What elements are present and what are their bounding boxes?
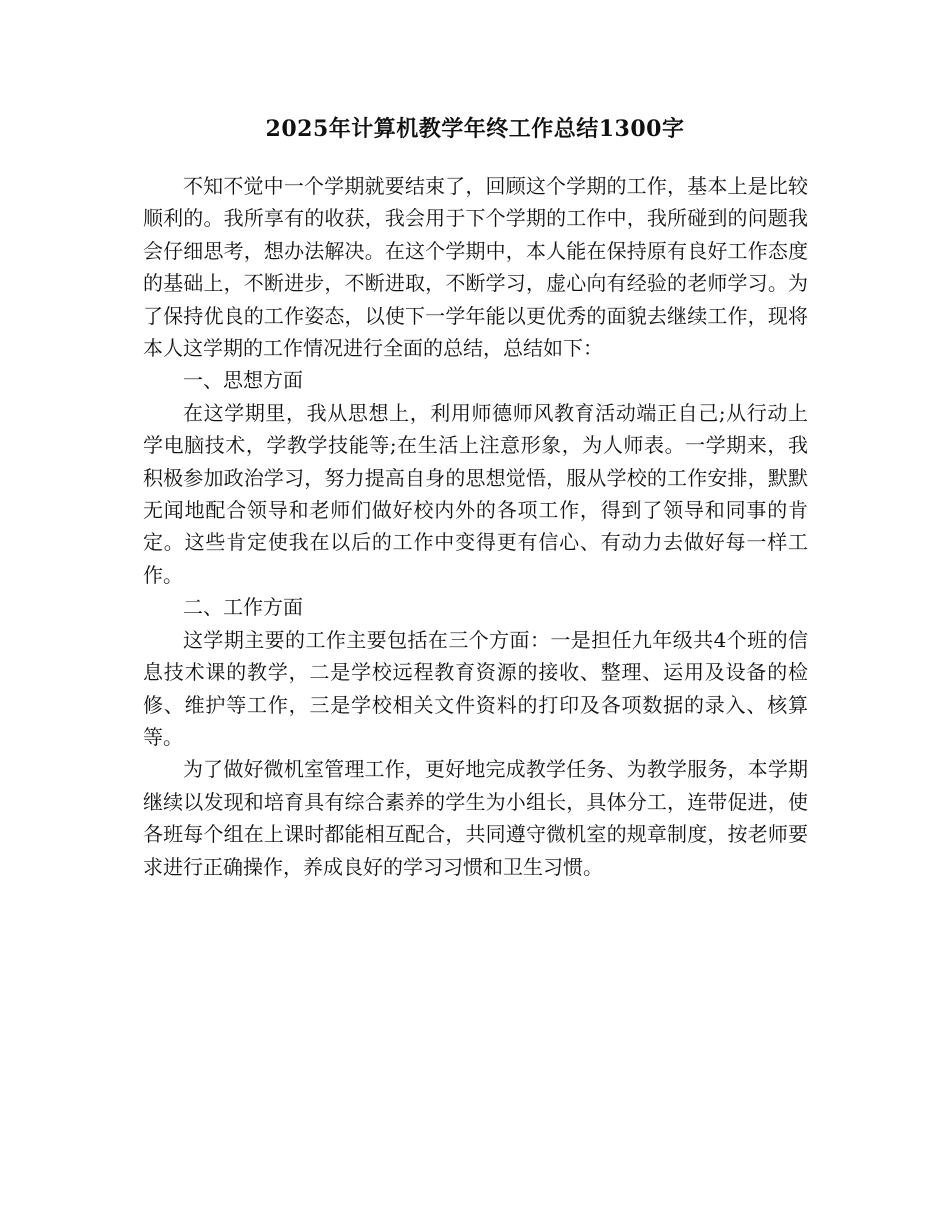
paragraph-work-overview: 这学期主要的工作主要包括在三个方面：一是担任九年级共4个班的信息技术课的教学，二是学校远程教育资源的接收、整理、运用及设备的检修、维护等工作，三是学校相关文件资料的打印及各项数据的录入、核算等。 [143,627,808,749]
paragraph-thought: 在这学期里，我从思想上，利用师德师风教育活动端正自己;从行动上学电脑技术，学教学技能等;在生活上注意形象，为人师表。一学期来，我积极参加政治学习，努力提高自身的思想觉悟，服从学校的工作安排，默默无闻地配合领导和老师们做好校内外的各项工作，得到了领导和同事的肯定。这些肯定使我在以后的工作中变得更有信心、有动力去做好每一样工作。 [143,400,808,587]
section-heading-thought: 一、思想方面 [183,368,303,393]
document-title: 2025年计算机教学年终工作总结1300字 [265,116,685,142]
section-heading-work: 二、工作方面 [183,595,303,620]
paragraph-lab-management: 为了做好微机室管理工作，更好地完成教学任务、为教学服务，本学期继续以发现和培育具有综合素养的学生为小组长，具体分工，连带促进，使各班每个组在上课时都能相互配合，共同遵守微机室的规章制度，按老师要求进行正确操作，养成良好的学习习惯和卫生习惯。 [143,757,808,879]
paragraph-intro: 不知不觉中一个学期就要结束了，回顾这个学期的工作，基本上是比较顺利的。我所享有的收获，我会用于下个学期的工作中，我所碰到的问题我会仔细思考，想办法解决。在这个学期中，本人能在保持原有良好工作态度的基础上，不断进步，不断进取，不断学习，虚心向有经验的老师学习。为了保持优良的工作姿态，以使下一学年能以更优秀的面貌去继续工作，现将本人这学期的工作情况进行全面的总结，总结如下： [143,174,808,361]
document-body [143,170,808,883]
